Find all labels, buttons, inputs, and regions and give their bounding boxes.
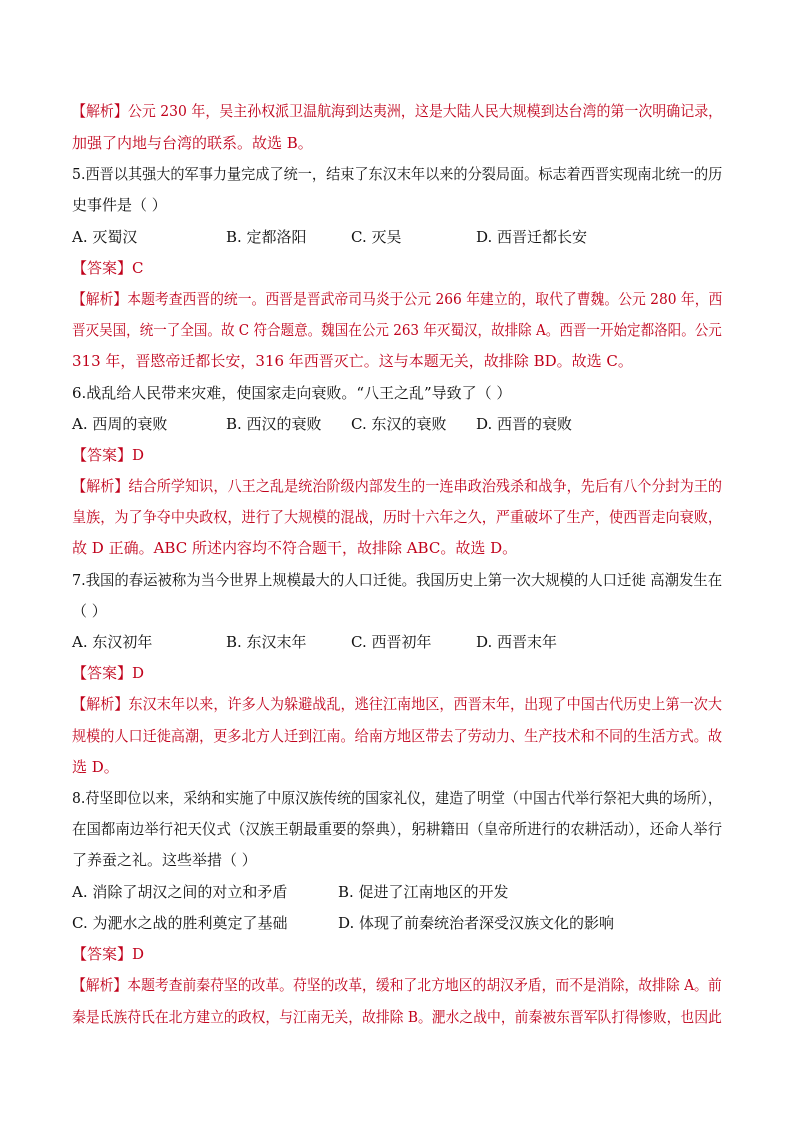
answer-value: C [132, 259, 144, 277]
option-d: D. 体现了前秦统治者深受汉族文化的影响 [338, 914, 615, 932]
analysis-line: 【解析】本题考查前秦苻坚的改革。苻坚的改革，缓和了北方地区的胡汉矛盾，而不是消除，故排除 A。前 [72, 976, 722, 994]
answer-line [72, 445, 722, 465]
option-c: C. 为淝水之战的胜利奠定了基础 [72, 914, 288, 932]
analysis-line: 皇族，为了争夺中央政权，进行了大规模的混战，历时十六年之久，严重破坏了生产，使西晋走向衰败， [72, 508, 722, 526]
option-a: A. 灭蜀汉 [72, 228, 138, 246]
question-8-stem: 了养蚕之礼。这些举措（ ） [72, 851, 257, 869]
analysis-line: 加强了内地与台湾的联系。故选 B。 [72, 134, 313, 152]
answer-line [72, 944, 722, 964]
analysis-line: 313 年，晋愍帝迁都长安，316 年西晋灭亡。这与本题无关，故排除 BD。故选 C。 [72, 352, 633, 370]
option-d: D. 西晋的衰败 [476, 415, 573, 433]
analysis-line: 选 D。 [72, 758, 119, 776]
analysis-tag: 【解析】 [72, 477, 129, 495]
analysis-line: 故 D 正确。ABC 所述内容均不符合题干，故排除 ABC。故选 D。 [72, 539, 518, 557]
option-c: C. 西晋初年 [351, 633, 432, 651]
question-7-stem: （ ） [72, 602, 107, 620]
option-c: C. 东汉的衰败 [351, 415, 447, 433]
question-6-stem: 6.战乱给人民带来灾难，使国家走向衰败。“八王之乱”导致了（ ） [72, 384, 512, 402]
question-8-stem: 8.苻坚即位以来，采纳和实施了中原汉族传统的国家礼仪，建造了明堂（中国古代举行祭祀大典的场所）， [72, 789, 722, 807]
option-c: C. 灭吴 [351, 228, 402, 246]
answer-value: D [132, 664, 145, 682]
question-5-stem: 史事件是（ ） [72, 196, 167, 214]
option-b: B. 东汉末年 [226, 633, 307, 651]
analysis-line: 晋灭吴国，统一了全国。故 C 符合题意。魏国在公元 263 年灭蜀汉，故排除 A。西晋一开始定都洛阳。公元 [72, 321, 722, 339]
analysis-line: 秦是氐族苻氏在北方建立的政权，与江南无关，故排除 B。淝水之战中，前秦被东晋军队打得惨败，也因此 [72, 1008, 722, 1026]
answer-tag: 【答案】 [72, 259, 133, 277]
option-b: B. 西汉的衰败 [226, 415, 322, 433]
analysis-line: 【解析】结合所学知识，八王之乱是统治阶级内部发生的一连串政治残杀和战争，先后有八个分封为王的 [72, 477, 723, 495]
answer-tag: 【答案】 [72, 664, 133, 682]
option-a: A. 东汉初年 [72, 633, 153, 651]
question-5-stem: 5.西晋以其强大的军事力量完成了统一，结束了东汉末年以来的分裂局面。标志着西晋实现南北统一的历 [72, 165, 723, 183]
answer-value: D [132, 945, 145, 963]
analysis-tag: 【解析】 [72, 976, 128, 994]
analysis-tag: 【解析】 [72, 102, 128, 120]
analysis-tag: 【解析】 [72, 290, 128, 308]
option-a: A. 西周的衰败 [72, 415, 168, 433]
option-b: B. 促进了江南地区的开发 [338, 883, 509, 901]
analysis-line: 【解析】本题考查西晋的统一。西晋是晋武帝司马炎于公元 266 年建立的，取代了曹魏。公元 280 年，西 [72, 290, 723, 308]
option-d: D. 西晋迁都长安 [476, 228, 588, 246]
answer-value: D [132, 446, 145, 464]
analysis-line: 规模的人口迁徙高潮，更多北方人迁到江南。给南方地区带去了劳动力、生产技术和不同的生活方式。故 [72, 727, 722, 745]
analysis-line: 【解析】东汉末年以来，许多人为躲避战乱，逃往江南地区，西晋末年，出现了中国古代历史上第一次大 [72, 695, 723, 713]
option-a: A. 消除了胡汉之间的对立和矛盾 [72, 883, 288, 901]
question-7-stem: 7.我国的春运被称为当今世界上规模最大的人口迁徙。我国历史上第一次大规模的人口迁徙 高潮发生在 [72, 571, 723, 589]
answer-line [72, 663, 722, 683]
question-8-stem: 在国都南边举行祀天仪式（汉族王朝最重要的祭典），躬耕籍田（皇帝所进行的农耕活动），还命人举行 [72, 820, 723, 838]
analysis-tag: 【解析】 [72, 695, 129, 713]
answer-tag: 【答案】 [72, 945, 133, 963]
analysis-line: 【解析】公元 230 年，吴主孙权派卫温航海到达夷洲，这是大陆人民大规模到达台湾的第一次明确记录， [72, 102, 723, 120]
answer-tag: 【答案】 [72, 446, 133, 464]
answer-line [72, 258, 722, 278]
option-d: D. 西晋末年 [476, 633, 558, 651]
option-b: B. 定都洛阳 [226, 228, 307, 246]
